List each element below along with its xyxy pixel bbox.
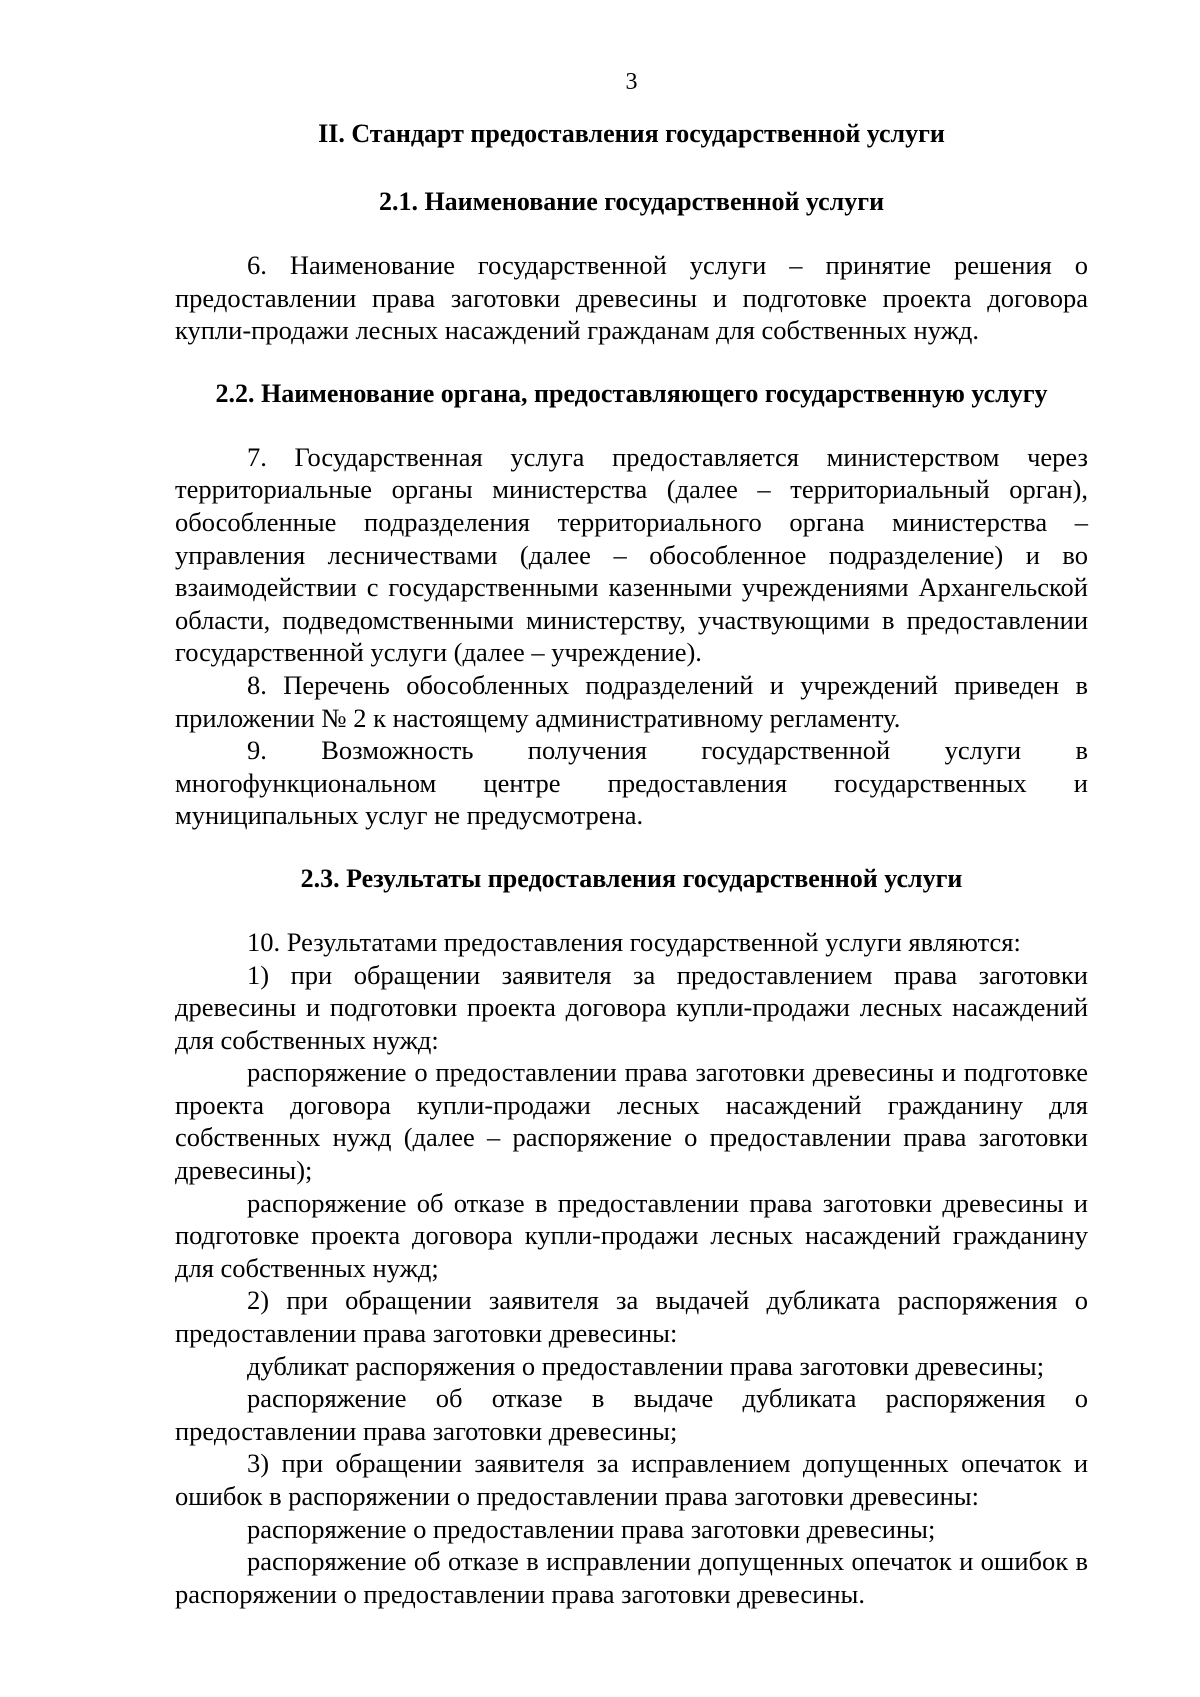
section-heading: 2.1. Наименование государственной услуги xyxy=(378,187,885,216)
chapter-title: II. Стандарт предоставления государственной услуги xyxy=(318,119,945,148)
paragraph: 1) при обращении заявителя за предоставлением права заготовки древесины и подготовки проекта договора купли-продажи лесных насаждений для собственных нужд: xyxy=(175,959,1088,1055)
spacer xyxy=(175,347,1088,378)
paragraph: 8. Перечень обособленных подразделений и учреждений приведен в приложении № 2 к настоящему административному регламенту. xyxy=(175,669,1088,733)
spacer xyxy=(175,832,1088,863)
paragraph: 10. Результатами предоставления государственной услуги являются: xyxy=(247,926,1021,957)
section-heading: 2.3. Результаты предоставления государственной услуги xyxy=(300,863,963,893)
paragraph: 3) при обращении заявителя за исправлением допущенных опечаток и ошибок в распоряжении о предоставлении права заготовки древесины: xyxy=(175,1448,1088,1511)
paragraph: 6. Наименование государственной услуги – принятие решения о предоставлении права заготовки древесины и подготовке проекта договора купли-продажи лесных насаждений гражданам для собственных нужд. xyxy=(175,250,1088,346)
section-heading: 2.2. Наименование органа, предоставляющего государственную услугу xyxy=(215,378,1048,408)
paragraph: распоряжение о предоставлении права заготовки древесины; xyxy=(247,1513,936,1544)
paragraph: распоряжение об отказе в предоставлении права заготовки древесины и подготовке проекта договора купли-продажи лесных насаждений гражданину для собственных нужд; xyxy=(175,1187,1088,1283)
paragraph: распоряжение об отказе в исправлении допущенных опечаток и ошибок в распоряжении о предоставлении права заготовки древесины. xyxy=(175,1546,1088,1609)
section-2-2 xyxy=(175,378,1088,832)
paragraph: распоряжение об отказе в выдаче дубликата распоряжения о предоставлении права заготовки древесины; xyxy=(175,1383,1088,1446)
paragraph: 7. Государственная услуга предоставляется министерством через территориальные органы министерства (далее – территориальный орган), обособленные подразделения территориального органа министерства – управления лесничествами (далее – обособленное подразделение) и во взаимодействии с государственными казенными учреждениями Архангельской области, подведомственными министерству, участвующими в предоставлении государственной услуги (далее – учреждение). xyxy=(175,441,1088,668)
page-number: 3 xyxy=(625,69,638,95)
paragraph: 2) при обращении заявителя за выдачей дубликата распоряжения о предоставлении права заготовки древесины: xyxy=(175,1285,1088,1349)
paragraph: 9. Возможность получения государственной услуги в многофункциональном центре предоставления государственных и муниципальных услуг не предусмотрена. xyxy=(175,735,1088,831)
section-2-3 xyxy=(175,863,1088,1610)
section-2-1 xyxy=(175,186,1088,347)
paragraph: дубликат распоряжения о предоставлении права заготовки древесины; xyxy=(247,1350,1045,1381)
paragraph: распоряжение о предоставлении права заготовки древесины и подготовке проекта договора купли-продажи лесных насаждений гражданину для собственных нужд (далее – распоряжение о предоставлении права заготовки древесины); xyxy=(175,1057,1088,1186)
